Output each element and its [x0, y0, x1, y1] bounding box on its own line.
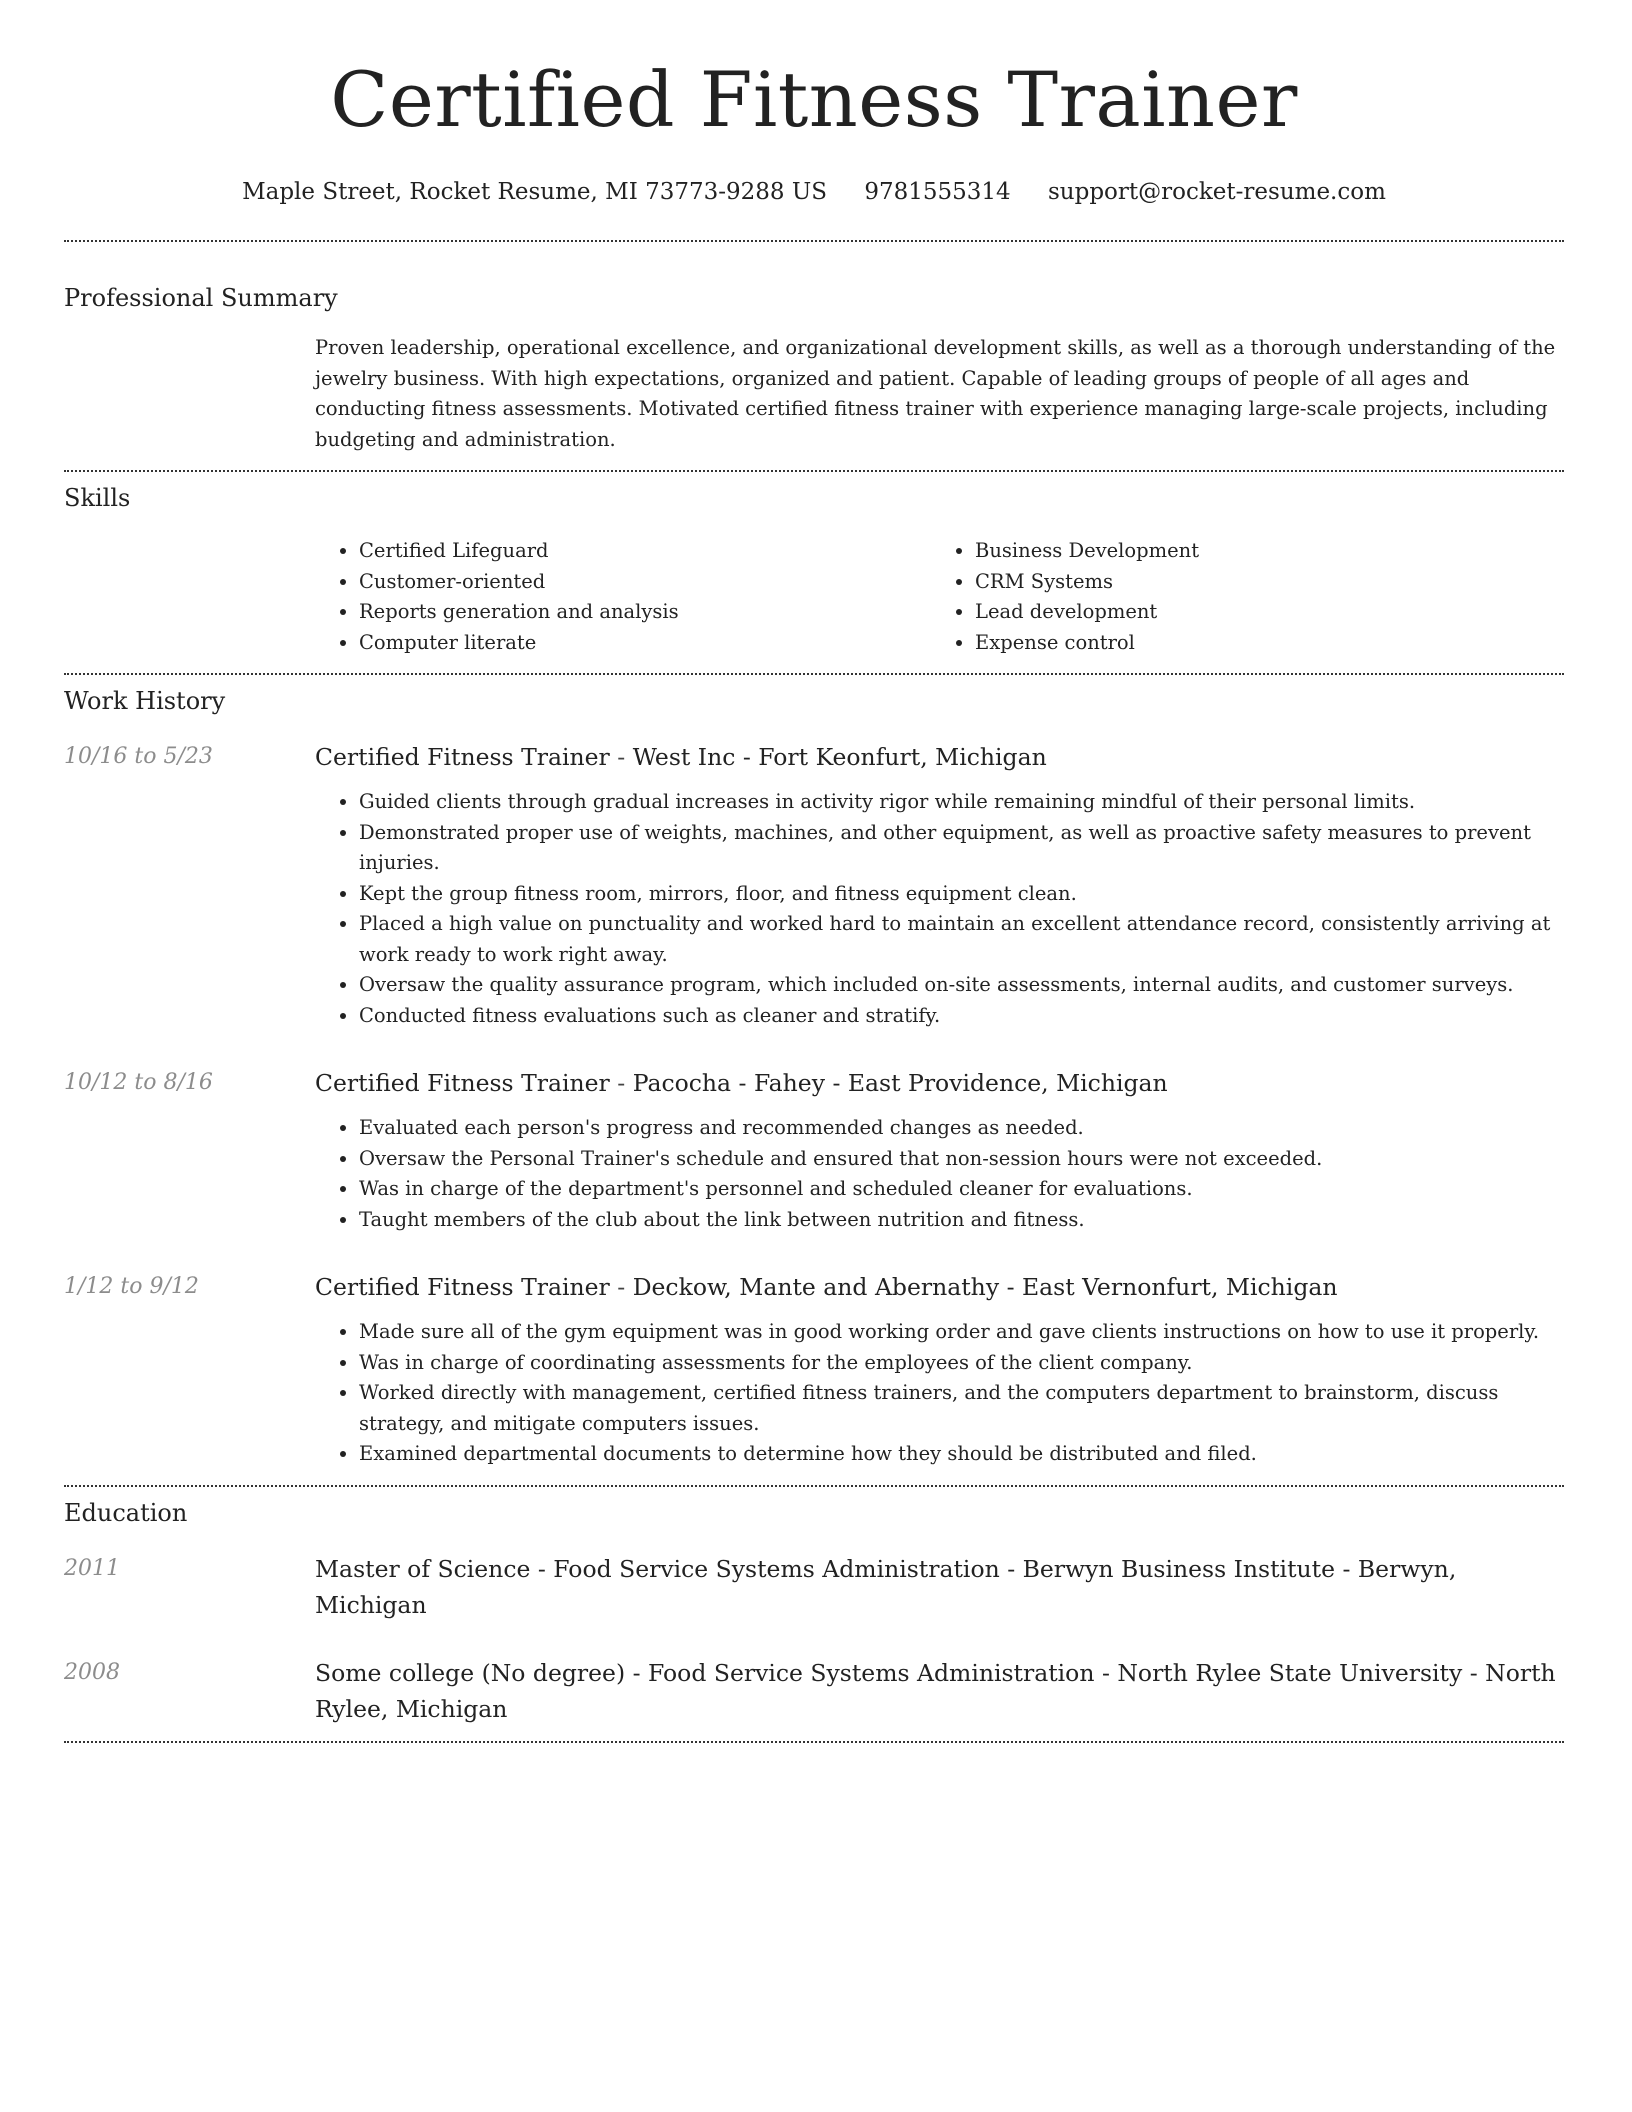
skills-list-right: [931, 536, 1199, 658]
divider: [64, 673, 1564, 675]
job-entry: [64, 1065, 1564, 1235]
job-title: Certified Fitness Trainer - Pacocha - Fahey - East Providence, Michigan: [315, 1069, 1168, 1097]
education-section: [64, 1497, 1564, 1727]
job-bullet: • Oversaw the Personal Trainer's schedule and ensured that non-session hours were not exceeded.: [359, 1144, 1564, 1175]
job-company: West Inc - Fort Keonfurt, Michigan: [632, 743, 1047, 771]
job-title: Certified Fitness Trainer - Deckow, Mante and Abernathy - East Vernonfurt, Michigan: [315, 1273, 1338, 1301]
job-bullet: • Was in charge of the department's personnel and scheduled cleaner for evaluations.: [359, 1174, 1564, 1205]
job-bullet: • Taught members of the club about the link between nutrition and fitness.: [359, 1205, 1564, 1236]
job-dates: 10/16 to 5/23: [64, 744, 213, 769]
contact-line: [64, 176, 1564, 208]
education-school: - North Rylee State University - North Rylee, Michigan: [315, 1658, 1556, 1723]
job-bullet: • Evaluated each person's progress and recommended changes as needed.: [359, 1113, 1564, 1144]
divider: [64, 1485, 1564, 1487]
skill-item: • CRM Systems: [975, 567, 1199, 598]
job-bullet: • Placed a high value on punctuality and worked hard to maintain an excellent attendance record, consistently arriving at work ready to work right away.: [359, 909, 1564, 970]
contact-phone: 9781555314: [864, 179, 1011, 205]
divider: [64, 240, 1564, 242]
contact-email: support@rocket-resume.com: [1047, 179, 1386, 205]
education-year: 2011: [64, 1555, 120, 1581]
job-bullet: • Oversaw the quality assurance program, which included on-site assessments, internal audits, and customer surveys.: [359, 970, 1564, 1001]
summary-section: [64, 282, 1564, 455]
work-history-section: [64, 685, 1564, 1470]
education-title: Education: [64, 1498, 188, 1527]
work-history-title: Work History: [64, 687, 226, 715]
contact-address: Maple Street, Rocket Resume, MI 73773-9288 US: [242, 179, 828, 205]
job-title: Certified Fitness Trainer - West Inc - Fort Keonfurt, Michigan: [315, 743, 1047, 771]
skill-item: • Customer-oriented: [359, 567, 931, 598]
skill-item: • Expense control: [975, 628, 1199, 659]
job-company: Deckow, Mante and Abernathy - East Vernonfurt, Michigan: [632, 1273, 1338, 1301]
job-bullet: • Guided clients through gradual increases in activity rigor while remaining mindful of their personal limits.: [359, 787, 1564, 818]
job-bullet: • Examined departmental documents to determine how they should be distributed and filed.: [359, 1439, 1564, 1470]
job-dates: 1/12 to 9/12: [64, 1274, 199, 1299]
job-dates: 10/12 to 8/16: [64, 1070, 213, 1095]
job-bullet: • Conducted fitness evaluations such as cleaner and stratify.: [359, 1001, 1564, 1032]
skill-item: • Business Development: [975, 536, 1199, 567]
job-entry: [64, 1269, 1564, 1470]
job-bullets: [315, 1113, 1564, 1235]
job-position: Certified Fitness Trainer: [315, 743, 610, 771]
education-year: 2008: [64, 1659, 120, 1685]
education-degree: Some college (No degree) - Food Service Systems Administration: [315, 1658, 1095, 1687]
skills-title: Skills: [64, 484, 131, 512]
skills-list-left: [315, 536, 931, 658]
job-bullet: • Was in charge of coordinating assessments for the employees of the client company.: [359, 1348, 1564, 1379]
divider: [64, 1741, 1564, 1743]
resume-name: Certified Fitness Trainer: [330, 55, 1298, 144]
education-entry: [64, 1551, 1564, 1623]
summary-title: Professional Summary: [64, 284, 338, 312]
skills-section: [64, 482, 1564, 658]
education-degree: Master of Science - Food Service Systems Administration: [315, 1554, 1000, 1583]
skill-item: • Lead development: [975, 597, 1199, 628]
job-bullet: • Made sure all of the gym equipment was in good working order and gave clients instructions on how to use it properly.: [359, 1317, 1564, 1348]
divider: [64, 470, 1564, 472]
skill-item: • Certified Lifeguard: [359, 536, 931, 567]
education-detail: [315, 1655, 1564, 1727]
education-detail: [315, 1551, 1564, 1623]
skill-item: • Reports generation and analysis: [359, 597, 931, 628]
job-position: Certified Fitness Trainer: [315, 1273, 610, 1301]
job-position: Certified Fitness Trainer: [315, 1069, 610, 1097]
job-bullet: • Kept the group fitness room, mirrors, floor, and fitness equipment clean.: [359, 879, 1564, 910]
education-school: - Berwyn Business Institute - Berwyn, Michigan: [315, 1554, 1457, 1619]
job-company: Pacocha - Fahey - East Providence, Michigan: [632, 1069, 1168, 1097]
job-bullet: • Demonstrated proper use of weights, machines, and other equipment, as well as proactive safety measures to prevent injuries.: [359, 818, 1564, 879]
skill-item: • Computer literate: [359, 628, 931, 659]
job-bullets: [315, 787, 1564, 1031]
summary-text: Proven leadership, operational excellence, and organizational development skills, as well as a thorough understanding of the jewelry business. With high expectations, organized and patient. Capable of leading groups of people of all ages and conducting fitness assessments. Motivated certified fitness trainer with experience managing large-scale projects, including budgeting and administration.: [315, 336, 1556, 451]
job-bullet: • Worked directly with management, certified fitness trainers, and the computers department to brainstorm, discuss strategy, and mitigate computers issues.: [359, 1378, 1564, 1439]
job-bullets: [315, 1317, 1564, 1470]
education-entry: [64, 1655, 1564, 1727]
job-entry: [64, 739, 1564, 1031]
